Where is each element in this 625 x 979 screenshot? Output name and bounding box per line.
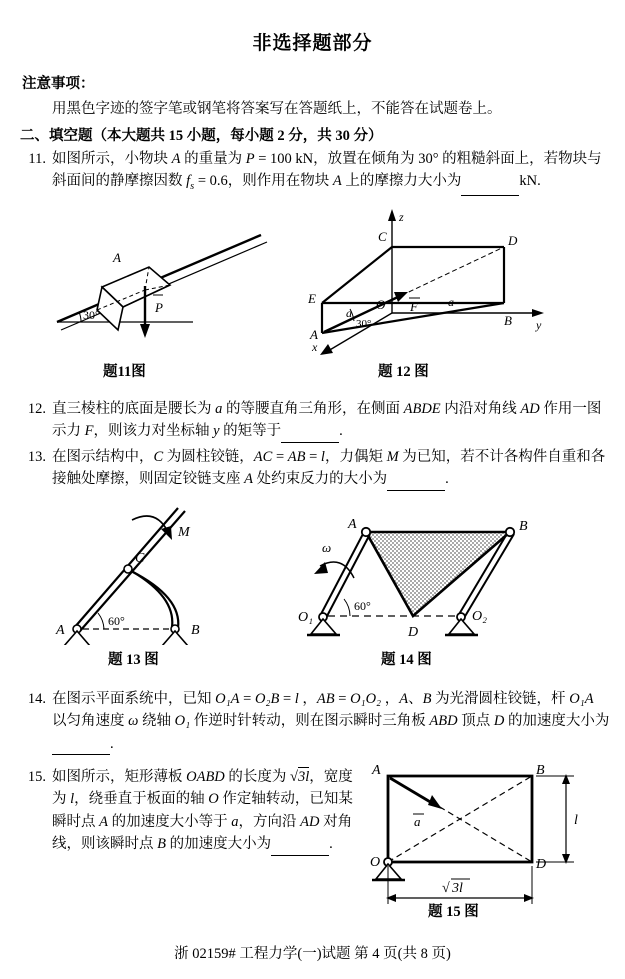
q15-t6: 的加速度大小等于 [107, 813, 232, 830]
q11-t3: = 100 kN，放置在倾角为 30° 的粗糙斜面上，若物块与斜面间的静摩擦因数 [52, 151, 602, 190]
figure-15-label-A: A [372, 763, 381, 778]
q11-var-p: P [245, 151, 255, 167]
q14-t14: . [110, 735, 114, 752]
figure-14-label-D: D [408, 625, 419, 640]
q14-answer-blank[interactable] [52, 741, 110, 756]
section-heading: 二、填空题（本大题共 15 小题，每小题 2 分，共 30 分） [20, 128, 383, 144]
q12-t1: 直三棱柱的底面是腰长为 [52, 401, 216, 417]
q12-var-a: a [215, 401, 223, 417]
figure-13 [28, 500, 258, 645]
figure-11-label-A: A [113, 250, 121, 265]
accel-vector-arrowhead [428, 795, 442, 809]
q13-answer-blank[interactable] [387, 476, 445, 491]
q12-t6: 的矩等于 [219, 423, 282, 440]
q14-t4: ， [298, 691, 317, 707]
support-O1-triangle [311, 619, 336, 634]
q14-t5: = [334, 691, 351, 707]
page-footer: 浙 02159# 工程力学(一)试题 第 4 页(共 8 页) [174, 946, 451, 962]
q11-var-a: A [171, 151, 181, 167]
q14-var-o2b: O₂B [254, 691, 280, 707]
figure-12-label-D: D [508, 233, 518, 248]
question-12-number: 12. [27, 401, 46, 417]
q15-var-o: O [208, 791, 219, 808]
q15-t8: 对角线，则该瞬时点 [52, 813, 353, 853]
curved-member-CB-edge1 [126, 568, 172, 627]
q13-var-m: M [386, 449, 399, 465]
q14-var-ab: AB [316, 691, 335, 707]
figure-12-dim-a1: a [346, 306, 352, 320]
figure-12 [308, 205, 598, 355]
figure-14-label-angle: 60° [354, 599, 371, 613]
q11-var-f-sub: s [190, 181, 195, 193]
accel-vector-line [390, 778, 432, 803]
q13-t1: 在图示结构中， [52, 449, 154, 465]
q14-var-a: A [399, 691, 409, 707]
q11-t2: 的重量为 [180, 151, 246, 167]
figure-12-label-angle: 30° [356, 318, 372, 330]
figure-12-label-y: y [536, 318, 542, 332]
q15-var-l: l [70, 791, 75, 808]
q11-var-f: f [186, 173, 191, 190]
figure-12-label-F: F [410, 299, 418, 314]
figure-15-label-width: 3l [452, 881, 463, 896]
figure-15-label-width-group [442, 879, 470, 896]
q15-t10: . [329, 836, 333, 853]
question-14-text [52, 688, 610, 755]
figure-13-label-M: M [178, 525, 190, 540]
q15-t9: 的加速度大小为 [165, 836, 272, 853]
q13-t8: . [445, 471, 449, 488]
figure-15-label-a: a [414, 814, 421, 829]
support-O2-triangle [449, 619, 474, 634]
figure-15-label-height: l [574, 813, 578, 828]
question-15-text [52, 766, 365, 856]
q14-t6: ， [381, 691, 400, 707]
weight-vector-arrowhead [140, 324, 150, 338]
q12-var-abde: ABDE [403, 401, 441, 417]
q15-var-oabd: OABD [186, 769, 225, 785]
q14-var-o1o2: O₁O₂ [350, 691, 382, 707]
q13-var-l: l [320, 449, 325, 465]
figure-14-label-O2: O₂ [472, 609, 487, 624]
q14-t10: 绕轴 [138, 713, 175, 730]
figure-15-label-O: O [370, 855, 381, 870]
question-15 [20, 766, 365, 856]
figure-15-label-D: D [536, 857, 547, 872]
page-title: 非选择题部分 [252, 33, 373, 54]
q11-var-a2: A [332, 173, 342, 190]
figure-11 [45, 212, 275, 342]
q11-t5: 上的摩擦力大小为 [341, 173, 462, 190]
q15-var-a: A [99, 813, 108, 830]
figure-14-label-O1: O₁ [298, 610, 313, 625]
q14-var-o1a: O₁A [215, 691, 240, 707]
figure-11-caption: 题11图 [103, 364, 146, 380]
hinge-C [124, 565, 132, 573]
pin-support-A-triangle [64, 631, 90, 645]
q11-t1: 如图所示，小物块 [52, 151, 172, 167]
axis-y-arrow [532, 309, 544, 317]
figure-13-label-A: A [56, 623, 65, 638]
q12-t5: ，则该力对坐标轴 [93, 423, 214, 440]
q14-t8: 为光滑圆柱铰链，杆 [431, 691, 570, 707]
q12-t2: 的等腰直角三角形，在侧面 [222, 401, 404, 417]
question-15-number: 15. [27, 769, 46, 785]
figure-12-label-z: z [399, 210, 404, 224]
figure-12-label-B: B [504, 313, 512, 328]
q11-t4: = 0.6，则作用在物块 [194, 173, 333, 190]
axis-z-arrow [388, 209, 396, 221]
figure-12-dim-a2: a [448, 295, 454, 309]
figure-12-label-C: C [378, 229, 387, 244]
q13-t4: = [305, 449, 321, 465]
joint-A [362, 528, 370, 536]
q11-t6: kN. [519, 173, 541, 190]
figure-14 [298, 504, 598, 646]
q13-t5: ，力偶矩 [324, 449, 387, 465]
question-14 [20, 688, 610, 755]
q14-var-l: l [294, 691, 299, 707]
q14-t2: = [239, 691, 255, 707]
q15-t7: ，方向沿 [238, 813, 301, 830]
q13-var-c: C [153, 449, 164, 465]
q13-var-ab: AB [287, 449, 306, 465]
figure-15-label-B: B [536, 763, 545, 778]
q15-var-b: B [157, 836, 166, 853]
edge-CE [322, 247, 392, 303]
q15-answer-blank[interactable] [271, 841, 329, 856]
notice-body: 用黑色字迹的签字笔或钢笔将答案写在答题纸上，不能答在试题卷上。 [52, 101, 502, 117]
figure-12-label-O: O [376, 297, 386, 312]
q15-t1: 如图所示，矩形薄板 [52, 769, 187, 785]
question-13-number: 13. [27, 449, 46, 465]
q15-len-value: 3l [298, 769, 310, 785]
figure-13-caption: 题 13 图 [108, 652, 159, 668]
axis-x-arrow [320, 344, 333, 355]
q15-t4: ，绕垂直于板面的轴 [74, 791, 209, 808]
q12-t4: 作用一图示力 [52, 401, 602, 440]
q15-sqrt-3l: √ 3l [290, 769, 310, 785]
q15-t5: 作定轴转动，已知某瞬时点 [52, 791, 353, 830]
q11-answer-blank[interactable] [461, 181, 519, 196]
figure-13-angle-arc [98, 613, 104, 629]
figure-13-label-B: B [191, 623, 200, 638]
figure-13-label-C: C [135, 551, 145, 566]
q12-var-ad: AD [520, 401, 540, 417]
triangular-plate-ABD [366, 532, 510, 616]
question-11-text [52, 148, 610, 196]
q14-t13: 的加速度大小为 [504, 713, 610, 730]
q15-var-ad: AD [300, 813, 320, 830]
figure-15 [360, 762, 610, 912]
q14-var-d: D [493, 713, 505, 730]
figure-15-sqrt-glyph: √ [442, 881, 450, 896]
q14-t12: 顶点 [457, 713, 494, 730]
figure-11-label-P: P [155, 300, 163, 315]
figure-12-caption: 题 12 图 [378, 364, 429, 380]
angle-arc-30 [79, 312, 81, 322]
q14-var-o1: O₁ [174, 713, 191, 730]
joint-B [506, 528, 514, 536]
question-13 [20, 446, 610, 491]
q13-t2: 为圆柱铰链， [163, 449, 254, 465]
question-11 [20, 148, 610, 196]
figure-14-label-B: B [519, 519, 528, 534]
figure-11-label-angle: 30° [83, 308, 100, 322]
figure-14-caption: 题 14 图 [381, 652, 432, 668]
q12-t3: 内沿对角线 [440, 401, 521, 417]
q13-t6: 为已知，若不计各构件自重和各接触处摩擦，则固定铰链支座 [52, 449, 606, 488]
question-11-number: 11. [28, 151, 46, 167]
question-14-number: 14. [27, 691, 46, 707]
pin-support-B-triangle [162, 631, 188, 645]
question-13-text [52, 446, 610, 491]
q12-t7: . [339, 423, 343, 440]
q15-var-accel: a [231, 813, 239, 830]
q13-t7: 处约束反力的大小为 [252, 471, 388, 488]
q12-var-f: F [84, 423, 94, 440]
figure-14-angle-arc [344, 599, 350, 616]
q12-var-y: y [213, 423, 220, 440]
q13-var-ac: AC [253, 449, 273, 465]
q14-t3: = [279, 691, 295, 707]
question-12 [20, 398, 610, 443]
q14-var-omega: ω [128, 713, 139, 730]
q14-t7: 、 [408, 691, 423, 707]
figure-12-label-A: A [310, 327, 318, 342]
q15-t2: 的长度为 [224, 769, 291, 785]
force-F-arrowhead [394, 292, 408, 302]
q14-t9: 以匀角速度 [52, 713, 129, 730]
q13-var-a: A [244, 471, 253, 488]
figure-12-label-x: x [312, 340, 318, 354]
q14-var-b: B [422, 691, 432, 707]
notice-label: 注意事项： [22, 76, 95, 92]
q14-var-o1a2: O₁A [569, 691, 594, 707]
q13-t3: = [272, 449, 288, 465]
figure-14-label-A: A [348, 517, 357, 532]
q15-t3: ，宽度为 [52, 769, 353, 808]
question-12-text [52, 398, 610, 443]
q14-t1: 在图示平面系统中，已知 [52, 691, 216, 707]
figure-15-caption: 题 15 图 [428, 904, 479, 920]
q12-answer-blank[interactable] [281, 428, 339, 443]
figure-13-label-angle: 60° [108, 614, 125, 628]
q14-t11: 作逆时针转动，则在图示瞬时三角板 [190, 713, 430, 730]
figure-14-label-omega: ω [322, 540, 332, 555]
figure-12-label-E: E [308, 291, 316, 306]
q14-var-abd: ABD [429, 713, 458, 730]
